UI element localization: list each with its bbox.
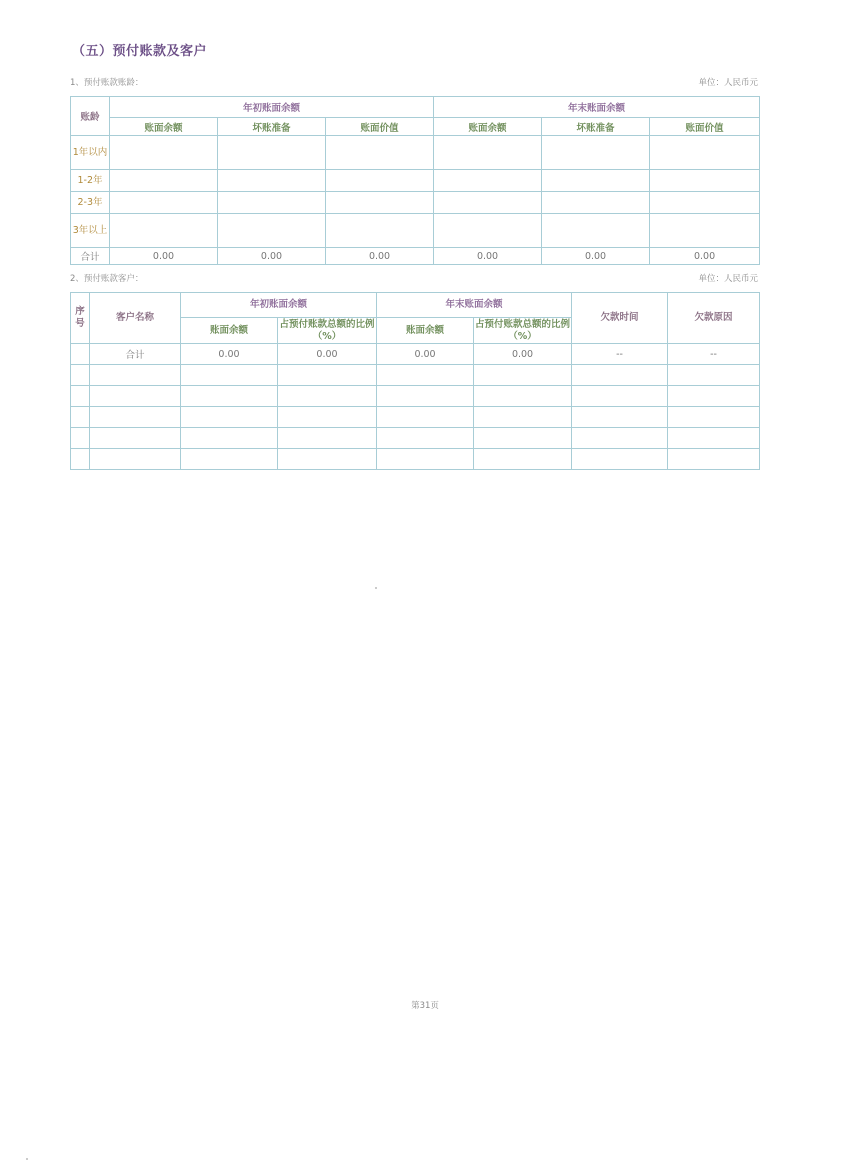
aging-table	[70, 96, 760, 265]
customers-time-header: 欠款时间	[572, 293, 668, 344]
aging-row-label: 2-3年	[71, 192, 110, 214]
aging-total-value: 0.00	[326, 248, 434, 265]
customers-table	[70, 292, 760, 470]
table-row	[71, 365, 760, 386]
aging-total-value: 0.00	[650, 248, 760, 265]
table-row	[71, 407, 760, 428]
aging-sub-header: 账面余额	[434, 118, 542, 136]
table-row	[71, 192, 760, 214]
customers-group-header-begin: 年初账面余额	[181, 293, 377, 318]
page-number: 第31页	[411, 1001, 439, 1011]
customers-sub-header: 账面余额	[181, 318, 278, 344]
customers-total-value: --	[668, 344, 760, 365]
aging-total-value: 0.00	[434, 248, 542, 265]
table-row	[71, 214, 760, 248]
aging-sub-header: 坏账准备	[218, 118, 326, 136]
aging-sub-header: 坏账准备	[542, 118, 650, 136]
section-title: （五）预付账款及客户	[72, 44, 208, 59]
customers-total-value: 0.00	[474, 344, 572, 365]
table-row	[71, 449, 760, 470]
customers-unit: 单位：人民币元	[698, 274, 758, 284]
aging-row-label: 1-2年	[71, 170, 110, 192]
customers-total-value: 0.00	[181, 344, 278, 365]
customers-sub-header: 占预付账款总额的比例（%）	[279, 318, 375, 342]
customers-total-row	[71, 344, 760, 365]
table-row	[71, 428, 760, 449]
table-row	[71, 386, 760, 407]
aging-total-row	[71, 248, 760, 265]
customers-reason-header: 欠款原因	[668, 293, 760, 344]
aging-sub-header: 账面价值	[650, 118, 760, 136]
aging-unit: 单位：人民币元	[698, 78, 758, 88]
table-row	[71, 170, 760, 192]
customers-caption-row	[70, 272, 758, 284]
customers-seq-header: 序号	[71, 293, 90, 344]
customers-total-value: --	[572, 344, 668, 365]
aging-row-header: 账龄	[71, 97, 110, 136]
customers-sub-header: 占预付账款总额的比例（%）	[475, 318, 571, 342]
customers-caption: 2、预付账款客户：	[70, 274, 144, 284]
aging-group-header-end: 年末账面余额	[434, 97, 760, 118]
aging-row-label: 1年以内	[71, 136, 110, 170]
aging-total-value: 0.00	[542, 248, 650, 265]
customers-name-header: 客户名称	[90, 293, 181, 344]
aging-total-value: 0.00	[110, 248, 218, 265]
customers-sub-header: 账面余额	[377, 318, 474, 344]
aging-caption-row	[70, 76, 758, 88]
customers-total-value: 0.00	[377, 344, 474, 365]
aging-caption: 1、预付账款账龄：	[70, 78, 144, 88]
aging-sub-header: 账面余额	[110, 118, 218, 136]
scan-speck	[26, 1158, 28, 1160]
aging-group-header-begin: 年初账面余额	[110, 97, 434, 118]
customers-total-value: 0.00	[278, 344, 377, 365]
aging-sub-header: 账面价值	[326, 118, 434, 136]
customers-total-label: 合计	[90, 344, 181, 365]
aging-row-label: 3年以上	[71, 214, 110, 248]
aging-total-label: 合计	[71, 248, 110, 265]
scan-speck	[375, 587, 377, 589]
customers-group-header-end: 年末账面余额	[377, 293, 572, 318]
aging-total-value: 0.00	[218, 248, 326, 265]
table-row	[71, 136, 760, 170]
